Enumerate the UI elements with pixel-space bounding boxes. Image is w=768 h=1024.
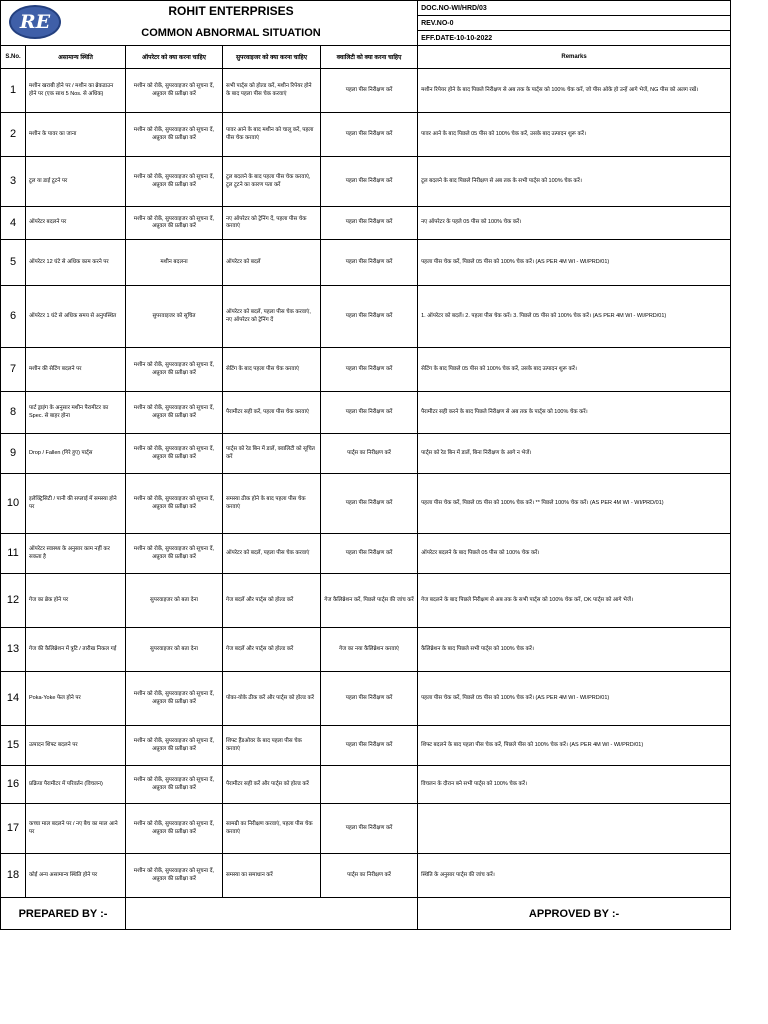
cell-remarks: पावर आने के बाद पिछले 05 पीस को 100% चेक करें, उसके बाद उत्पादन शुरू करें। — [418, 113, 731, 157]
table-row — [1, 348, 731, 392]
cell-quality: गेज का नया कैलिब्रेशन करवाएं — [321, 628, 418, 672]
footer-row — [1, 898, 731, 930]
cell-operator: मशीन बदलना — [126, 240, 223, 286]
cell-operator: मशीन को रोकें, सुपरवाइजर को सूचना दें, अप्रूवल की प्रतीक्षा करें — [126, 348, 223, 392]
cell-remarks: शिफ्ट बदलने के बाद पहला पीस चेक करें, पिछले पीस को 100% चेक करें। (AS PER 4M WI - WI/PRD/01) — [418, 726, 731, 766]
cell-operator: मशीन को रोकें, सुपरवाइजर को सूचना दें, अप्रूवल की प्रतीक्षा करें — [126, 766, 223, 804]
doc-number: DOC.NO-WI/HRD/03 — [418, 1, 731, 16]
cell-remarks: नए ऑपरेटर के पहले 05 पीस को 100% चेक करें। — [418, 207, 731, 240]
cell-quality: पहला पीस निरीक्षण करें — [321, 348, 418, 392]
cell-sno: 1 — [1, 69, 26, 113]
cell-sno: 13 — [1, 628, 26, 672]
table-row — [1, 113, 731, 157]
cell-operator: सुपरवाइजर को बता देना — [126, 574, 223, 628]
cell-sno: 4 — [1, 207, 26, 240]
cell-supervisor: गेज बदलें और पार्ट्स को होल्ड करें — [223, 628, 321, 672]
cell-supervisor: सेटिंग के बाद पहला पीस चेक करवाएं — [223, 348, 321, 392]
cell-quality: पहला पीस निरीक्षण करें — [321, 207, 418, 240]
cell-quality: पहला पीस निरीक्षण करें — [321, 726, 418, 766]
table-row — [1, 672, 731, 726]
cell-remarks: गेज बदलने के बाद पिछले निरीक्षण से अब तक के सभी पार्ट्स को 100% चेक करें, OK पार्ट्स को आगे भेजें। — [418, 574, 731, 628]
cell-supervisor: टूल बदलने के बाद पहला पीस चेक करवाएं, टूल टूटने का कारण पता करें — [223, 157, 321, 207]
table-row — [1, 804, 731, 854]
cell-remarks: मशीन रिपेयर होने के बाद पिछले निरीक्षण से अब तक के पार्ट्स को 100% चेक करें, जो पीस ओके हो उन्हें आगे भेजें, NG पीस को अलग रखें। — [418, 69, 731, 113]
cell-quality: पहला पीस निरीक्षण करें — [321, 286, 418, 348]
cell-sno: 3 — [1, 157, 26, 207]
table-row — [1, 534, 731, 574]
table-row — [1, 286, 731, 348]
cell-situation: मशीन खराबी होने पर / मशीन का ब्रेकडाउन होने पर (एक साथ 5 Nos. से अधिक) — [26, 69, 126, 113]
table-row — [1, 434, 731, 474]
cell-supervisor: सभी पार्ट्स को होल्ड करें, मशीन रिपेयर होने के बाद पहला पीस चेक करवाएं — [223, 69, 321, 113]
cell-sno: 18 — [1, 854, 26, 898]
cell-sno: 14 — [1, 672, 26, 726]
cell-situation: कोई अन्य असामान्य स्थिति होने पर — [26, 854, 126, 898]
cell-situation: गेज की कैलिब्रेशन में त्रुटि / तारीख निकल गई — [26, 628, 126, 672]
cell-operator: मशीन को रोकें, सुपरवाइजर को सूचना दें, अप्रूवल की प्रतीक्षा करें — [126, 207, 223, 240]
col-header-supervisor: सुपरवाइजर को क्या करना चाहिए — [223, 46, 321, 69]
cell-sno: 5 — [1, 240, 26, 286]
col-header-sno: S.No. — [1, 46, 26, 69]
cell-supervisor: पार्ट्स को रेड बिन में डालें, क्वालिटी को सूचित करें — [223, 434, 321, 474]
cell-operator: मशीन को रोकें, सुपरवाइजर को सूचना दें, अप्रूवल की प्रतीक्षा करें — [126, 392, 223, 434]
cell-remarks: कैलिब्रेशन के बाद पिछले सभी पार्ट्स को 100% चेक करें। — [418, 628, 731, 672]
table-row — [1, 726, 731, 766]
cell-remarks: विचलन के दौरान बने सभी पार्ट्स को 100% चेक करें। — [418, 766, 731, 804]
cell-quality: पहला पीस निरीक्षण करें — [321, 804, 418, 854]
cell-supervisor: शिफ्ट हैंडओवर के बाद पहला पीस चेक करवाएं — [223, 726, 321, 766]
cell-operator: मशीन को रोकें, सुपरवाइजर को सूचना दें, अप्रूवल की प्रतीक्षा करें — [126, 726, 223, 766]
header-block — [1, 1, 418, 46]
table-row — [1, 474, 731, 534]
cell-operator: मशीन को रोकें, सुपरवाइजर को सूचना दें, अप्रूवल की प्रतीक्षा करें — [126, 672, 223, 726]
cell-quality: पहला पीस निरीक्षण करें — [321, 240, 418, 286]
cell-supervisor: गेज बदलें और पार्ट्स को होल्ड करें — [223, 574, 321, 628]
cell-sno: 6 — [1, 286, 26, 348]
cell-sno: 9 — [1, 434, 26, 474]
col-header-quality: क्वालिटी को क्या करना चाहिए — [321, 46, 418, 69]
prepared-by-label: PREPARED BY :- — [1, 898, 126, 930]
cell-situation: गेज का ब्रेक होने पर — [26, 574, 126, 628]
table-row — [1, 574, 731, 628]
cell-situation: Poka-Yoke फेल होने पर — [26, 672, 126, 726]
cell-sno: 16 — [1, 766, 26, 804]
cell-remarks — [418, 804, 731, 854]
table-row — [1, 766, 731, 804]
cell-operator: मशीन को रोकें, सुपरवाइजर को सूचना दें, अप्रूवल की प्रतीक्षा करें — [126, 69, 223, 113]
company-name: ROHIT ENTERPRISES — [168, 4, 294, 18]
cell-situation: उत्पादन शिफ्ट बदलने पर — [26, 726, 126, 766]
cell-remarks: ऑपरेटर बदलने के बाद पिछले 05 पीस को 100% चेक करें। — [418, 534, 731, 574]
cell-remarks: पार्ट्स को रेड बिन में डालें, बिना निरीक्षण के आगे न भेजें। — [418, 434, 731, 474]
cell-situation: मशीन के पावर का जाना — [26, 113, 126, 157]
cell-sno: 12 — [1, 574, 26, 628]
cell-operator: सुपरवाइजर को बता देना — [126, 628, 223, 672]
cell-sno: 11 — [1, 534, 26, 574]
table-row — [1, 392, 731, 434]
cell-operator: सुपरवाइजर को सूचित — [126, 286, 223, 348]
cell-quality — [321, 766, 418, 804]
cell-operator: मशीन को रोकें, सुपरवाइजर को सूचना दें, अप्रूवल की प्रतीक्षा करें — [126, 434, 223, 474]
company-logo: RE — [9, 5, 61, 39]
cell-situation: इलेक्ट्रिसिटी / पानी की सप्लाई में समस्या होने पर — [26, 474, 126, 534]
cell-operator: मशीन को रोकें, सुपरवाइजर को सूचना दें, अप्रूवल की प्रतीक्षा करें — [126, 804, 223, 854]
cell-supervisor: नए ऑपरेटर को ट्रेनिंग दें, पहला पीस चेक करवाएं — [223, 207, 321, 240]
cell-remarks: स्थिति के अनुसार पार्ट्स की जांच करें। — [418, 854, 731, 898]
cell-quality: गेज कैलिब्रेशन करें, पिछले पार्ट्स की जांच करें — [321, 574, 418, 628]
table-row — [1, 240, 731, 286]
cell-quality: पहला पीस निरीक्षण करें — [321, 672, 418, 726]
cell-situation: कच्चा माल बदलने पर / नए बैच का माल आने पर — [26, 804, 126, 854]
cell-remarks: पैरामीटर सही करने के बाद पिछले निरीक्षण से अब तक के पार्ट्स को 100% चेक करें। — [418, 392, 731, 434]
cell-quality: पहला पीस निरीक्षण करें — [321, 392, 418, 434]
cell-situation: Drop / Fallen (गिरे हुए) पार्ट्स — [26, 434, 126, 474]
table-row — [1, 207, 731, 240]
cell-situation: प्रक्रिया पैरामीटर में परिवर्तन (विचलन) — [26, 766, 126, 804]
cell-situation: पार्ट ड्राइंग के अनुसार मशीन पैरामीटर का Spec. से बाहर होना — [26, 392, 126, 434]
effective-date: EFF.DATE-10-10-2022 — [418, 31, 731, 46]
cell-operator: मशीन को रोकें, सुपरवाइजर को सूचना दें, अप्रूवल की प्रतीक्षा करें — [126, 854, 223, 898]
cell-sno: 8 — [1, 392, 26, 434]
cell-situation: टूल या डाई टूटने पर — [26, 157, 126, 207]
cell-supervisor: पावर आने के बाद मशीन को चालू करें, पहला पीस चेक करवाएं — [223, 113, 321, 157]
cell-supervisor: सामग्री का निरीक्षण करवाएं, पहला पीस चेक करवाएं — [223, 804, 321, 854]
cell-remarks: पहला पीस चेक करें, पिछले 05 पीस को 100% चेक करें। ** पिछले 100% चेक करें। (AS PER 4M WI - WI/PRD/01) — [418, 474, 731, 534]
cell-situation: ऑपरेटर बदलने पर — [26, 207, 126, 240]
cell-remarks: टूल बदलने के बाद पिछले निरीक्षण से अब तक के सभी पार्ट्स को 100% चेक करें। — [418, 157, 731, 207]
cell-quality: पहला पीस निरीक्षण करें — [321, 534, 418, 574]
cell-remarks: पहला पीस चेक करें, पिछले 05 पीस को 100% चेक करें। (AS PER 4M WI - WI/PRD/01) — [418, 240, 731, 286]
cell-supervisor: समस्या ठीक होने के बाद पहला पीस चेक करवाएं — [223, 474, 321, 534]
cell-sno: 7 — [1, 348, 26, 392]
revision-number: REV.NO-0 — [418, 16, 731, 31]
cell-quality: पहला पीस निरीक्षण करें — [321, 113, 418, 157]
document-title: COMMON ABNORMAL SITUATION — [141, 27, 321, 39]
cell-operator: मशीन को रोकें, सुपरवाइजर को सूचना दें, अप्रूवल की प्रतीक्षा करें — [126, 157, 223, 207]
cell-sno: 17 — [1, 804, 26, 854]
cell-operator: मशीन को रोकें, सुपरवाइजर को सूचना दें, अप्रूवल की प्रतीक्षा करें — [126, 534, 223, 574]
cell-supervisor: पैरामीटर सही करें और पार्ट्स को होल्ड करें — [223, 766, 321, 804]
table-row — [1, 69, 731, 113]
cell-supervisor: पैरामीटर सही करें, पहला पीस चेक करवाएं — [223, 392, 321, 434]
cell-quality: पहला पीस निरीक्षण करें — [321, 157, 418, 207]
cell-quality: पार्ट्स का निरीक्षण करें — [321, 854, 418, 898]
cell-supervisor: पोका-योके ठीक करें और पार्ट्स को होल्ड करें — [223, 672, 321, 726]
cell-sno: 2 — [1, 113, 26, 157]
approved-by-label: APPROVED BY :- — [418, 898, 731, 930]
col-header-remarks: Remarks — [418, 46, 731, 69]
cell-quality: पार्ट्स का निरीक्षण करें — [321, 434, 418, 474]
cell-sno: 10 — [1, 474, 26, 534]
cell-supervisor: ऑपरेटर को बदलें, पहला पीस चेक करवाएं — [223, 534, 321, 574]
cell-remarks: सेटिंग के बाद पिछले 05 पीस को 100% चेक करें, उसके बाद उत्पादन शुरू करें। — [418, 348, 731, 392]
table-row — [1, 628, 731, 672]
cell-situation: मशीन की सेटिंग बदलने पर — [26, 348, 126, 392]
cell-quality: पहला पीस निरीक्षण करें — [321, 69, 418, 113]
cell-situation: ऑपरेटर 1 घंटे से अधिक समय से अनुपस्थित — [26, 286, 126, 348]
cell-situation: ऑपरेटर 12 घंटे से अधिक काम करने पर — [26, 240, 126, 286]
cell-situation: ऑपरेटर स्वास्थ्य के अनुसार काम नहीं कर सकता है — [26, 534, 126, 574]
cell-sno: 15 — [1, 726, 26, 766]
cell-supervisor: समस्या का समाधान करें — [223, 854, 321, 898]
prepared-by-signature — [126, 898, 418, 930]
cell-operator: मशीन को रोकें, सुपरवाइजर को सूचना दें, अप्रूवल की प्रतीक्षा करें — [126, 113, 223, 157]
col-header-situation: असामान्य स्थिति — [26, 46, 126, 69]
cell-operator: मशीन को रोकें, सुपरवाइजर को सूचना दें, अप्रूवल की प्रतीक्षा करें — [126, 474, 223, 534]
cell-remarks: पहला पीस चेक करें, पिछले 05 पीस को 100% चेक करें। (AS PER 4M WI - WI/PRD/01) — [418, 672, 731, 726]
cell-supervisor: ऑपरेटर को बदलें, पहला पीस चेक करवाएं, नए ऑपरेटर को ट्रेनिंग दें — [223, 286, 321, 348]
cell-remarks: 1. ऑपरेटर को बदलें। 2. पहला पीस चेक करें। 3. पिछले 05 पीस को 100% चेक करें। (AS PER 4M WI - WI/PRD/01) — [418, 286, 731, 348]
table-row — [1, 854, 731, 898]
col-header-operator: ऑपरेटर को क्या करना चाहिए — [126, 46, 223, 69]
column-header-row — [1, 46, 731, 69]
header-row-1 — [1, 1, 731, 16]
cell-quality: पहला पीस निरीक्षण करें — [321, 474, 418, 534]
table-row — [1, 157, 731, 207]
cell-supervisor: ऑपरेटर को बदलें — [223, 240, 321, 286]
